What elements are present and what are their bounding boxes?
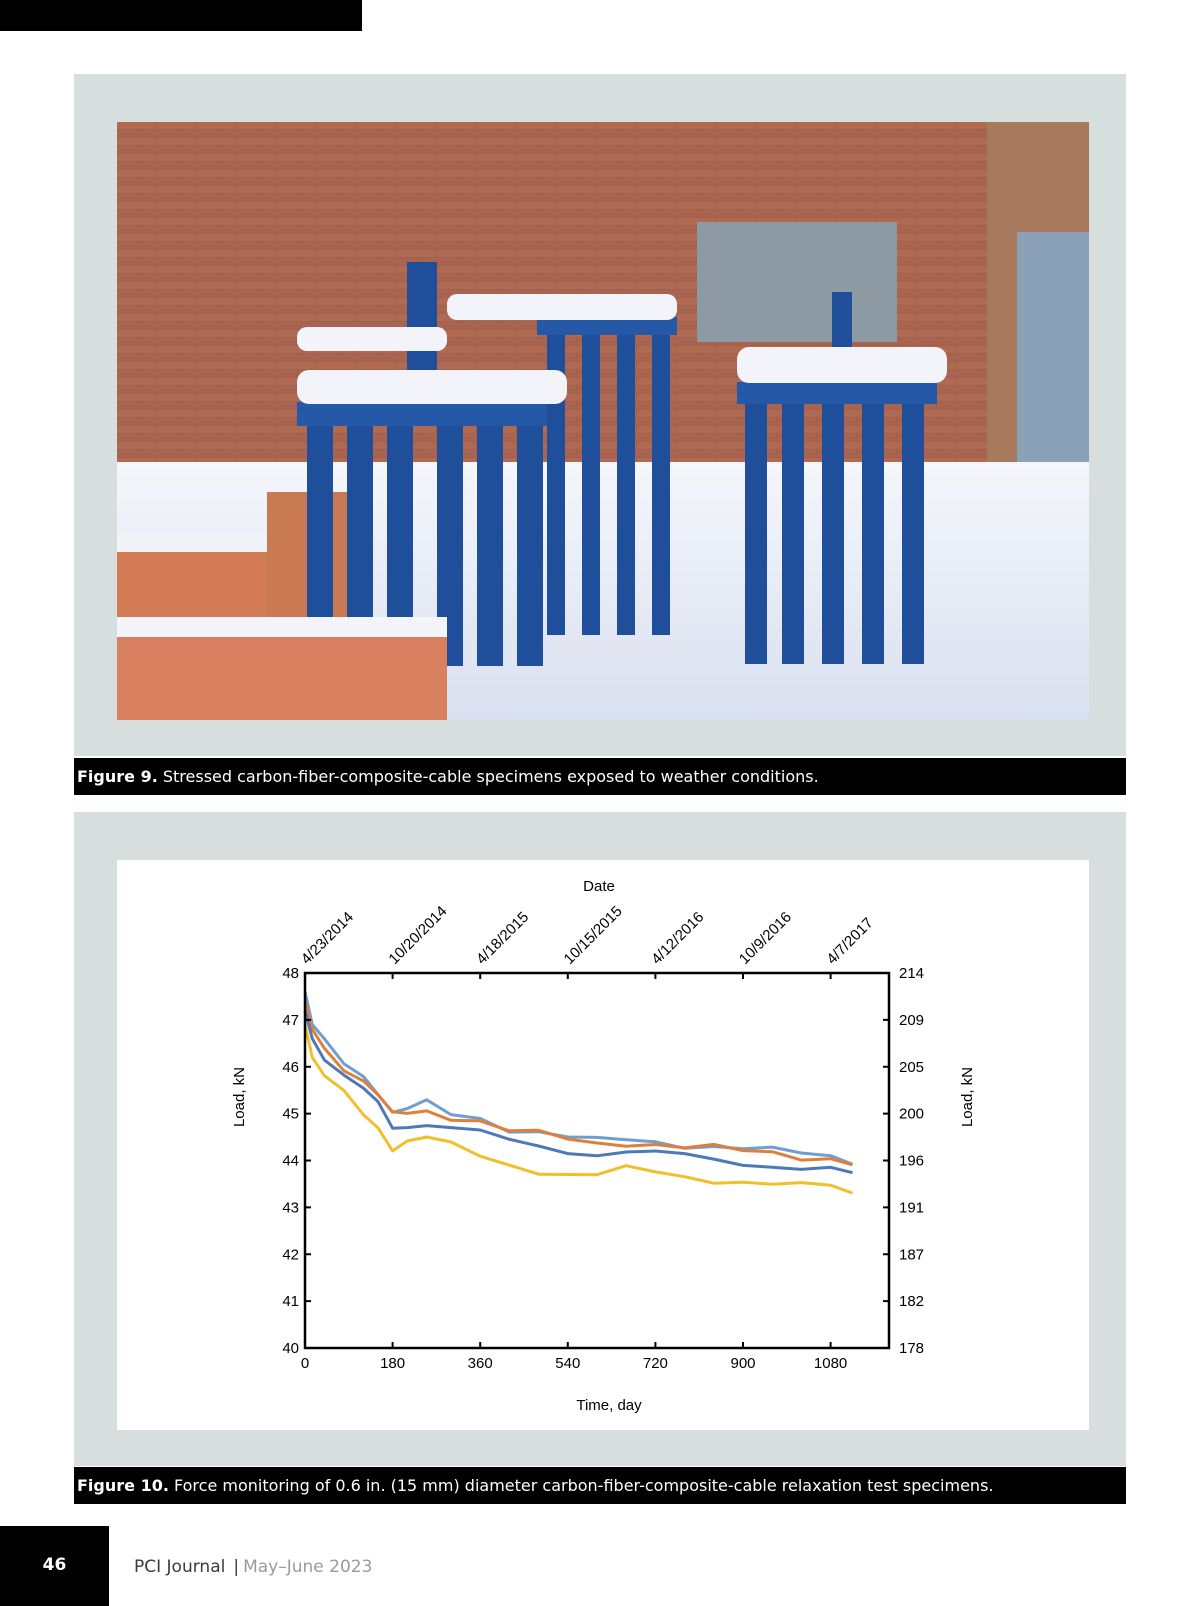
x-tick-label: 540 — [555, 1355, 581, 1372]
right-tick-label: 200 — [899, 1105, 925, 1123]
journal-footer — [134, 1557, 372, 1577]
figure-10-chart — [117, 860, 1089, 1430]
right-tick-label: 214 — [899, 965, 925, 982]
top-axis-title: Date — [583, 878, 615, 895]
journal-name: PCI Journal — [134, 1557, 226, 1577]
right-tick-label: 205 — [899, 1058, 925, 1076]
date-tick-label: 10/9/2016 — [735, 908, 796, 968]
right-tick-label: 209 — [899, 1011, 925, 1029]
series-line-1 — [305, 992, 853, 1165]
y-axis-title: Load, kN — [231, 1066, 248, 1128]
right-tick-label: 187 — [899, 1246, 925, 1264]
date-tick-label: 4/12/2016 — [648, 908, 708, 968]
x-tick-label: 0 — [300, 1355, 310, 1372]
date-tick-label: 4/23/2014 — [297, 908, 358, 968]
y-tick-label: 42 — [282, 1246, 299, 1264]
y-tick-label: 44 — [282, 1152, 299, 1170]
load-chart — [117, 860, 1089, 1430]
x-tick-label: 360 — [467, 1355, 493, 1372]
x-axis-title: Time, day — [576, 1397, 642, 1414]
page-number: 46 — [42, 1555, 67, 1575]
date-tick-label: 10/15/2015 — [560, 902, 626, 968]
figure-9-label: Figure 9. — [77, 767, 158, 786]
y-tick-label: 47 — [282, 1011, 299, 1029]
x-tick-label: 900 — [730, 1355, 756, 1372]
figure-10-label: Figure 10. — [77, 1476, 169, 1495]
y-tick-label: 46 — [282, 1058, 299, 1076]
x-tick-label: 180 — [380, 1355, 406, 1372]
right-tick-label: 182 — [899, 1293, 925, 1311]
date-tick-label: 4/18/2015 — [473, 908, 533, 968]
x-tick-label: 720 — [642, 1355, 668, 1372]
journal-issue: May–June 2023 — [243, 1557, 373, 1577]
y-tick-label: 45 — [282, 1105, 299, 1123]
x-tick-label: 1080 — [813, 1355, 848, 1372]
y-tick-label: 43 — [282, 1199, 299, 1217]
right-axis-title: Load, kN — [959, 1066, 976, 1128]
footer-separator: | — [233, 1557, 240, 1577]
right-tick-label: 196 — [899, 1152, 925, 1170]
y-tick-label: 40 — [282, 1340, 299, 1357]
y-tick-label: 41 — [282, 1293, 299, 1311]
figure-9-caption — [74, 758, 1126, 795]
figure-10-caption — [74, 1467, 1126, 1504]
figure-9-photo — [117, 122, 1089, 720]
y-tick-label: 48 — [282, 965, 299, 982]
header-bar — [0, 0, 362, 31]
date-tick-label: 4/7/2017 — [823, 914, 877, 968]
date-tick-label: 10/20/2014 — [385, 902, 451, 968]
figure-9-text: Stressed carbon-fiber-composite-cable specimens exposed to weather conditions. — [157, 767, 819, 786]
right-tick-label: 191 — [899, 1199, 925, 1217]
right-tick-label: 178 — [899, 1340, 925, 1357]
figure-10-text: Force monitoring of 0.6 in. (15 mm) diameter carbon-fiber-composite-cable relaxation test specimens. — [168, 1476, 994, 1495]
